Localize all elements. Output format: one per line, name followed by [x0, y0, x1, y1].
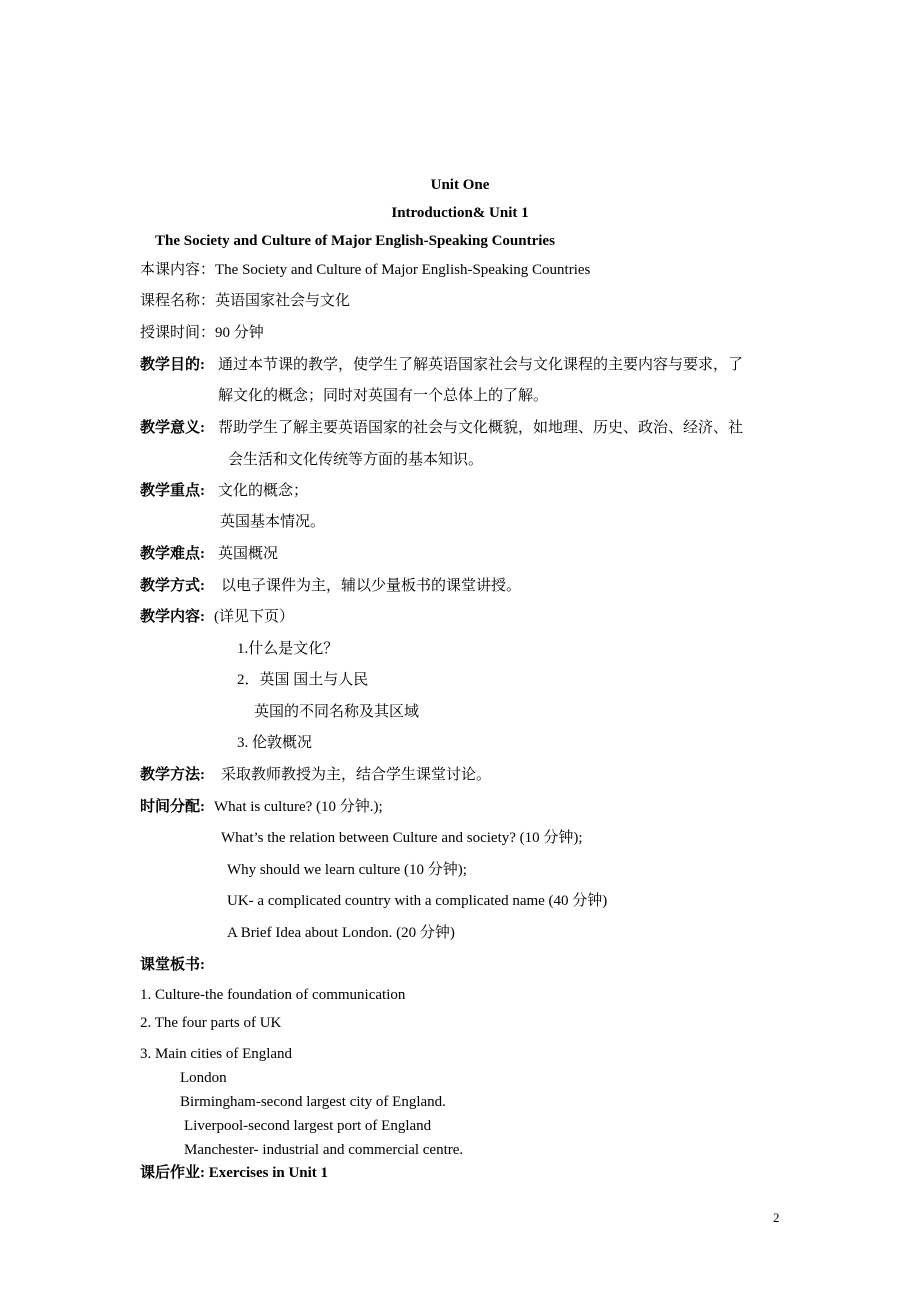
homework-value: Exercises in Unit 1: [208, 1165, 329, 1181]
time-allocation-item: UK- a complicated country with a complicated name (40 分钟): [227, 893, 608, 909]
contents-item: 3. 伦敦概况: [237, 735, 313, 751]
significance-line-1: 帮助学生了解主要英语国家的社会与文化概貌，如地理、历史、政治、经济、社: [218, 420, 744, 436]
method-value: 采取教师教授为主，结合学生课堂讨论。: [221, 767, 492, 783]
course-label: 课程名称：: [140, 293, 216, 309]
objective-label: 教学目的:: [140, 357, 205, 373]
blackboard-item: Liverpool-second largest port of England: [184, 1118, 432, 1134]
significance-label: 教学意义:: [140, 420, 205, 436]
blackboard-item: Manchester- industrial and commercial centre.: [184, 1142, 464, 1158]
time-allocation-item: What’s the relation between Culture and society? (10 分钟);: [221, 830, 583, 846]
time-value: 90 分钟: [215, 325, 264, 341]
intro-title: Introduction& Unit 1: [391, 205, 529, 221]
time-allocation-label: 时间分配:: [140, 799, 205, 815]
blackboard-item: Birmingham-second largest city of England.: [180, 1094, 446, 1110]
unit-title: Unit One: [430, 177, 490, 193]
content-row: [140, 261, 590, 279]
contents-item: 1.什么是文化？: [237, 641, 339, 657]
blackboard-item: 1. Culture-the foundation of communication: [140, 987, 406, 1003]
time-label: 授课时间：: [140, 325, 216, 341]
difficulty-label: 教学难点:: [140, 546, 205, 562]
page-number: 2: [773, 1210, 780, 1225]
blackboard-item: 2. The four parts of UK: [140, 1015, 282, 1031]
objective-line-1: 通过本节课的教学，使学生了解英语国家社会与文化课程的主要内容与要求，了: [218, 357, 744, 373]
method-label: 教学方法:: [140, 767, 205, 783]
time-allocation-item: Why should we learn culture (10 分钟);: [227, 862, 467, 878]
contents-note: (详见下页）: [214, 609, 294, 625]
key-point-2: 英国基本情况。: [220, 514, 326, 530]
contents-label: 教学内容:: [140, 609, 205, 625]
objective-line-2: 解文化的概念；同时对英国有一个总体上的了解。: [218, 388, 549, 404]
mode-label: 教学方式:: [140, 578, 205, 594]
homework-row: [140, 1164, 328, 1182]
homework-label: 课后作业:: [140, 1165, 205, 1181]
difficulty-value: 英国概况: [218, 546, 279, 562]
time-allocation-item: What is culture? (10 分钟.);: [214, 799, 383, 815]
blackboard-label: 课堂板书:: [140, 957, 205, 973]
significance-line-2: 会生活和文化传统等方面的基本知识。: [228, 452, 484, 468]
mode-value: 以电子课件为主，辅以少量板书的课堂讲授。: [221, 578, 522, 594]
key-point-1: 文化的概念；: [218, 483, 309, 499]
contents-item: 2．英国 国土与人民: [237, 672, 369, 688]
time-row: [140, 324, 264, 342]
blackboard-item: 3. Main cities of England: [140, 1046, 293, 1062]
content-value: The Society and Culture of Major English-Speaking Countries: [215, 262, 591, 278]
content-label: 本课内容：: [140, 262, 216, 278]
course-row: [140, 292, 350, 310]
course-value: 英语国家社会与文化: [215, 293, 351, 309]
contents-item: 英国的不同名称及其区域: [254, 704, 420, 720]
subtitle: The Society and Culture of Major English-Speaking Countries: [155, 233, 555, 249]
blackboard-item: London: [180, 1070, 227, 1086]
time-allocation-item: A Brief Idea about London. (20 分钟): [227, 925, 455, 941]
key-points-label: 教学重点:: [140, 483, 205, 499]
